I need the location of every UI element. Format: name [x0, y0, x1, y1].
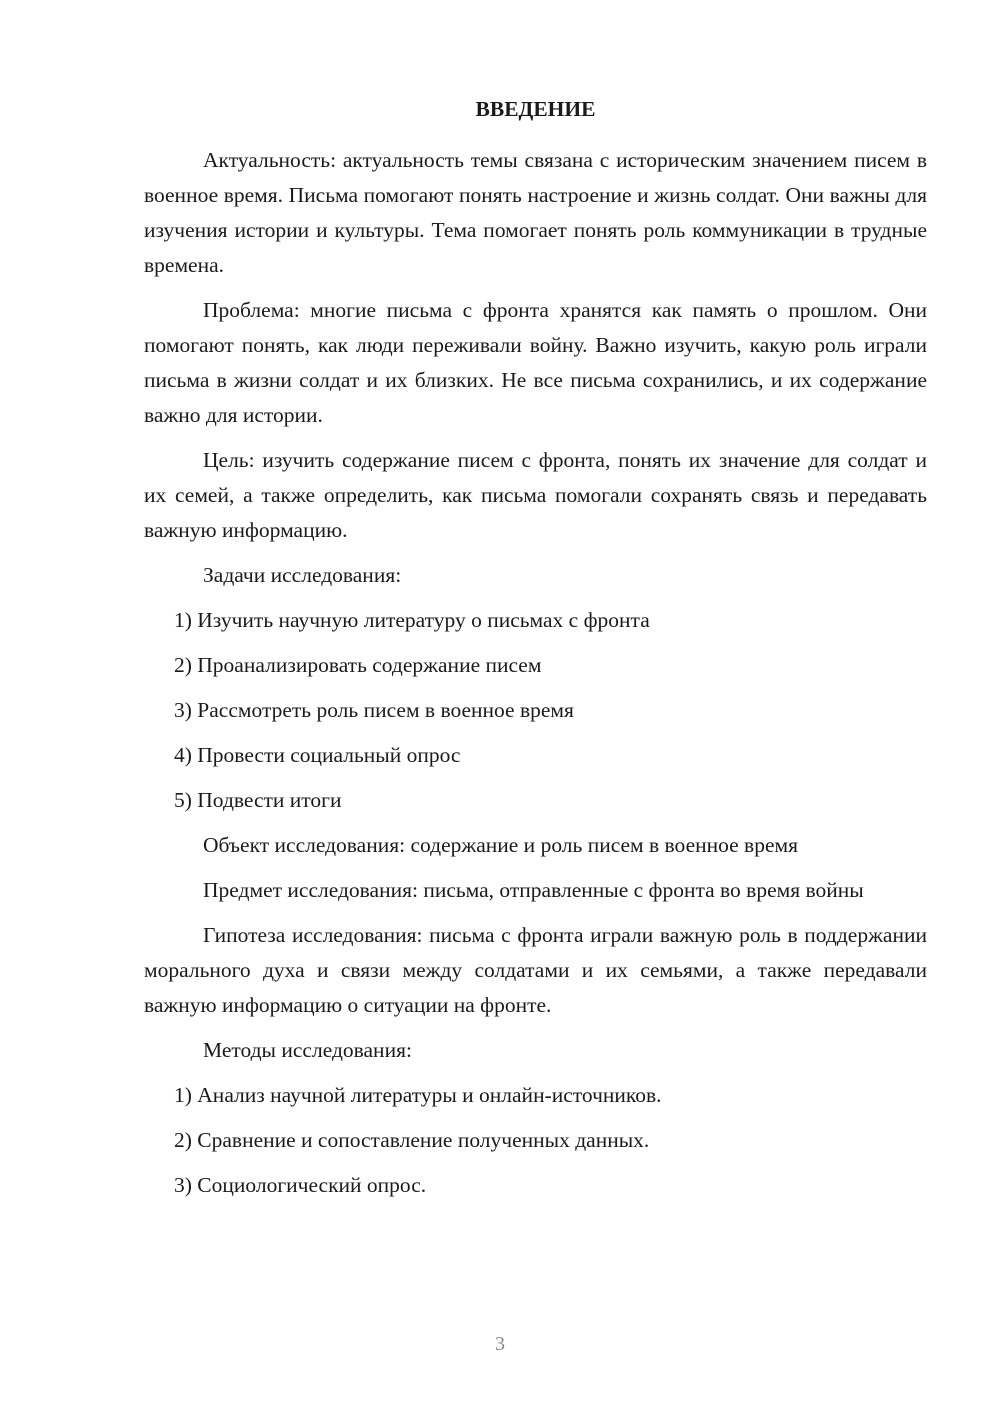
- page-number: 3: [495, 1333, 505, 1355]
- list-item: 3) Социологический опрос.: [174, 1173, 427, 1197]
- hypothesis-paragraph: Гипотеза исследования: письма с фронта играли важную роль в поддержании морального духа и связи между солдатами и их семьями, а также передавали важную информацию о ситуации на фронте.: [144, 923, 927, 1017]
- list-item: 1) Изучить научную литературу о письмах с фронта: [174, 608, 650, 632]
- methods-heading: Методы исследования:: [203, 1038, 412, 1062]
- object-paragraph: Объект исследования: содержание и роль писем в военное время: [203, 833, 798, 857]
- list-item: 3) Рассмотреть роль писем в военное время: [174, 698, 574, 722]
- list-item: 1) Анализ научной литературы и онлайн-источников.: [174, 1083, 662, 1107]
- subject-paragraph: Предмет исследования: письма, отправленные с фронта во время войны: [203, 878, 864, 902]
- relevance-paragraph: Актуальность: актуальность темы связана с историческим значением писем в военное время. Письма помогают понять настроение и жизнь солдат. Они важны для изучения истории и культуры. Тема помогает понять роль коммуникации в трудные времена.: [144, 148, 927, 277]
- page-title: ВВЕДЕНИЕ: [475, 97, 596, 121]
- document-body: [144, 92, 927, 1213]
- problem-paragraph: Проблема: многие письма с фронта хранятся как память о прошлом. Они помогают понять, как люди переживали войну. Важно изучить, какую роль играли письма в жизни солдат и их близких. Не все письма сохранились, и их содержание важно для истории.: [144, 298, 927, 427]
- list-item: 2) Проанализировать содержание писем: [174, 653, 542, 677]
- list-item: 5) Подвести итоги: [174, 788, 342, 812]
- tasks-list: [144, 603, 927, 818]
- list-item: 2) Сравнение и сопоставление полученных данных.: [174, 1128, 650, 1152]
- tasks-heading: Задачи исследования:: [203, 563, 402, 587]
- goal-paragraph: Цель: изучить содержание писем с фронта, понять их значение для солдат и их семей, а также определить, как письма помогали сохранять связь и передавать важную информацию.: [144, 448, 927, 542]
- methods-list: [144, 1078, 927, 1203]
- list-item: 4) Провести социальный опрос: [174, 743, 461, 767]
